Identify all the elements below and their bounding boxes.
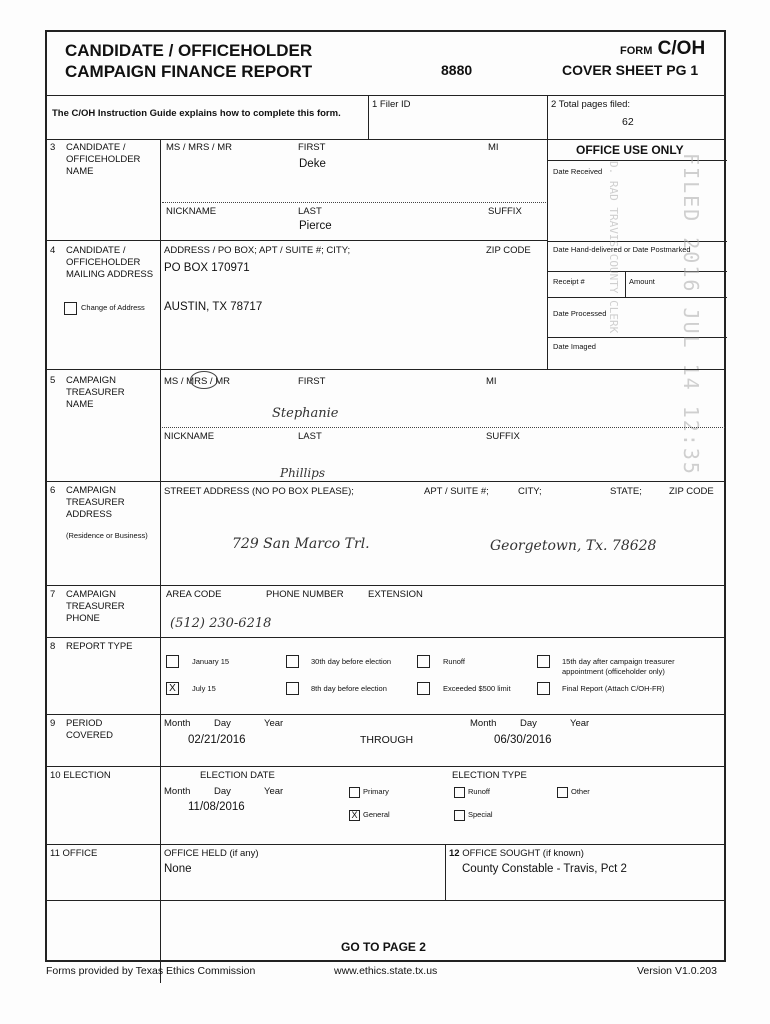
mi-label: MI <box>488 142 499 153</box>
election-other-label: Other <box>571 787 590 796</box>
footer-version: Version V1.0.203 <box>637 965 717 977</box>
ms-label: MS / MRS / MR <box>166 142 232 153</box>
phone-number-label: PHONE NUMBER <box>266 589 344 600</box>
report-8th-label: 8th day before election <box>311 684 387 693</box>
receipt-label: Receipt # <box>553 277 585 286</box>
election-special-checkbox[interactable] <box>454 810 465 821</box>
divider <box>46 95 726 96</box>
filer-id-label: 1 Filer ID <box>372 99 411 110</box>
section9-text: PERIOD COVERED <box>66 718 113 741</box>
first-label: FIRST <box>298 142 326 153</box>
candidate-last-name[interactable]: Pierce <box>299 220 332 232</box>
cover-sheet-label: COVER SHEET PG 1 <box>562 62 699 78</box>
section8-num: 8 <box>50 641 56 652</box>
divider <box>46 714 726 715</box>
divider <box>46 900 726 901</box>
section7-num: 7 <box>50 589 56 600</box>
period-to-date[interactable]: 06/30/2016 <box>494 734 552 746</box>
footer-website[interactable]: www.ethics.state.tx.us <box>334 965 438 977</box>
election-day-label: Day <box>214 786 231 797</box>
report-exceeded-checkbox[interactable] <box>417 682 430 695</box>
apt-label: APT / SUITE #; <box>424 486 489 497</box>
change-address-label: Change of Address <box>81 303 145 312</box>
area-code-label: AREA CODE <box>166 589 222 600</box>
treasurer-street[interactable]: 729 San Marco Trl. <box>232 536 370 552</box>
form-title-line1: CANDIDATE / OFFICEHOLDER <box>65 41 313 60</box>
section3-num: 3 <box>50 142 56 153</box>
form-code: 8880 <box>441 62 473 78</box>
candidate-first-name[interactable]: Deke <box>299 158 326 170</box>
section3-label <box>50 142 141 177</box>
section12-num: 12 <box>449 848 460 859</box>
extension-label: EXTENSION <box>368 589 423 600</box>
suffix-label: SUFFIX <box>488 206 522 217</box>
zip-label-6: ZIP CODE <box>669 486 714 497</box>
treasurer-phone[interactable]: (512) 230-6218 <box>170 616 272 631</box>
report-jul15-label: July 15 <box>192 684 216 693</box>
date-imaged-label: Date Imaged <box>553 342 596 351</box>
divider <box>46 637 726 638</box>
section9-label <box>50 718 113 741</box>
report-final-label: Final Report (Attach C/OH-FR) <box>562 684 665 693</box>
section3-text: CANDIDATE / OFFICEHOLDER NAME <box>66 142 141 177</box>
period-year-label-2: Year <box>570 718 590 729</box>
report-15th-label: 15th day after campaign treasurer appointment (officeholder only) <box>562 657 675 676</box>
amount-label: Amount <box>629 277 655 286</box>
election-primary-checkbox[interactable] <box>349 787 360 798</box>
zip-label: ZIP CODE <box>486 245 531 256</box>
total-pages-value[interactable]: 62 <box>622 116 634 128</box>
form-name: C/OH <box>657 38 706 59</box>
office-sought-value[interactable]: County Constable - Travis, Pct 2 <box>462 863 627 875</box>
section10-num: 10 <box>50 770 61 781</box>
treasurer-city[interactable]: Georgetown, Tx. 78628 <box>490 538 657 554</box>
section10-text: ELECTION <box>63 770 111 781</box>
section8-label <box>50 641 133 653</box>
report-runoff-label: Runoff <box>443 657 465 666</box>
office-sought-label <box>449 848 584 859</box>
report-30th-label: 30th day before election <box>311 657 392 666</box>
report-jan15-checkbox[interactable] <box>166 655 179 668</box>
divider <box>46 585 726 586</box>
period-day-label: Day <box>214 718 231 729</box>
election-date-value[interactable]: 11/08/2016 <box>188 801 245 813</box>
section11-num: 11 <box>50 848 60 859</box>
section10-label <box>50 770 111 781</box>
section8-text: REPORT TYPE <box>66 641 133 652</box>
treasurer-last-label: LAST <box>298 431 322 442</box>
date-hand-label: Date Hand-delivered or Date Postmarked <box>553 245 691 254</box>
section11-text: OFFICE <box>62 848 98 859</box>
report-15th-checkbox[interactable] <box>537 655 550 668</box>
report-jul15-checkbox[interactable]: X <box>166 682 179 695</box>
office-held-label: OFFICE HELD (if any) <box>164 848 259 859</box>
total-pages-label: 2 Total pages filed: <box>551 99 631 110</box>
divider <box>46 369 726 370</box>
section5-text: CAMPAIGN TREASURER NAME <box>66 375 125 410</box>
period-from-date[interactable]: 02/21/2016 <box>188 734 246 746</box>
treasurer-first-label: FIRST <box>298 376 326 387</box>
election-primary-label: Primary <box>363 787 389 796</box>
divider <box>46 844 726 845</box>
through-label: THROUGH <box>360 734 414 746</box>
form-title-line2: CAMPAIGN FINANCE REPORT <box>65 62 313 81</box>
divider <box>46 766 726 767</box>
election-special-label: Special <box>468 810 493 819</box>
section6-num: 6 <box>50 485 56 496</box>
report-jan15-label: January 15 <box>192 657 230 666</box>
election-other-checkbox[interactable] <box>557 787 568 798</box>
election-date-label: ELECTION DATE <box>200 770 275 781</box>
report-runoff-checkbox[interactable] <box>417 655 430 668</box>
clerk-stamp: D. RAD TRAVIS COUNTY CLERK <box>607 161 620 334</box>
office-held-value[interactable]: None <box>164 863 192 875</box>
address-label: ADDRESS / PO BOX; APT / SUITE #; CITY; <box>164 245 351 256</box>
office-use-box <box>547 139 726 476</box>
period-day-label-2: Day <box>520 718 537 729</box>
divider <box>445 844 446 900</box>
divider <box>160 139 161 983</box>
form-title <box>65 40 312 82</box>
report-30th-checkbox[interactable] <box>286 655 299 668</box>
treasurer-suffix-label: SUFFIX <box>486 431 520 442</box>
form-name-wrap <box>620 38 705 60</box>
election-runoff-label: Runoff <box>468 787 490 796</box>
section6-sub: (Residence or Business) <box>66 531 148 540</box>
election-runoff-checkbox[interactable] <box>454 787 465 798</box>
address-line1[interactable]: PO BOX 170971 <box>164 262 250 274</box>
form-label: FORM <box>620 45 653 57</box>
section12-text: OFFICE SOUGHT (if known) <box>462 848 584 859</box>
filing-stamp: FILED 2016 JUL 14 12:35 <box>679 153 703 476</box>
section5-num: 5 <box>50 375 56 386</box>
period-year-label: Year <box>264 718 284 729</box>
date-processed-label: Date Processed <box>553 309 607 318</box>
last-label: LAST <box>298 206 322 217</box>
treasurer-ms-label: MS / MRS / MR <box>164 376 230 387</box>
section7-text: CAMPAIGN TREASURER PHONE <box>66 589 125 624</box>
report-final-checkbox[interactable] <box>537 682 550 695</box>
divider <box>162 202 546 203</box>
nickname-label: NICKNAME <box>166 206 217 217</box>
divider <box>162 427 725 428</box>
treasurer-first-name[interactable]: Stephanie <box>272 406 339 421</box>
section7-label <box>50 589 125 624</box>
report-8th-checkbox[interactable] <box>286 682 299 695</box>
section6-text: CAMPAIGN TREASURER ADDRESS <box>66 485 125 520</box>
street-label: STREET ADDRESS (NO PO BOX PLEASE); <box>164 486 354 497</box>
address-line2[interactable]: AUSTIN, TX 78717 <box>164 301 263 313</box>
period-month-label-2: Month <box>470 718 497 729</box>
divider <box>625 271 626 297</box>
section5-label <box>50 375 125 410</box>
footer-provided-by: Forms provided by Texas Ethics Commission <box>46 965 256 977</box>
mrs-circle-mark <box>190 371 218 389</box>
election-month-label: Month <box>164 786 191 797</box>
divider <box>368 95 369 139</box>
divider <box>547 95 548 139</box>
date-received-label: Date Received <box>553 167 603 176</box>
section4-text: CANDIDATE / OFFICEHOLDER MAILING ADDRESS <box>66 245 154 280</box>
change-address-checkbox[interactable] <box>64 302 77 315</box>
office-use-title: OFFICE USE ONLY <box>576 143 684 157</box>
election-type-label: ELECTION TYPE <box>452 770 527 781</box>
state-label: STATE; <box>610 486 642 497</box>
instruction-text: The C/OH Instruction Guide explains how to complete this form. <box>52 108 341 119</box>
period-month-label: Month <box>164 718 191 729</box>
city-label: CITY; <box>518 486 542 497</box>
section9-num: 9 <box>50 718 56 729</box>
section4-num: 4 <box>50 245 56 256</box>
section6-label <box>50 485 125 520</box>
election-general-label: General <box>363 810 390 819</box>
section11-label <box>50 848 97 859</box>
divider <box>46 240 548 241</box>
section4-label <box>50 245 154 280</box>
report-exceeded-label: Exceeded $500 limit <box>443 684 511 693</box>
divider <box>46 481 726 482</box>
treasurer-nickname-label: NICKNAME <box>164 431 215 442</box>
treasurer-last-name[interactable]: Phillips <box>280 466 325 480</box>
treasurer-mi-label: MI <box>486 376 497 387</box>
election-general-checkbox[interactable]: X <box>349 810 360 821</box>
election-year-label: Year <box>264 786 284 797</box>
go-to-page-2: GO TO PAGE 2 <box>341 940 426 954</box>
